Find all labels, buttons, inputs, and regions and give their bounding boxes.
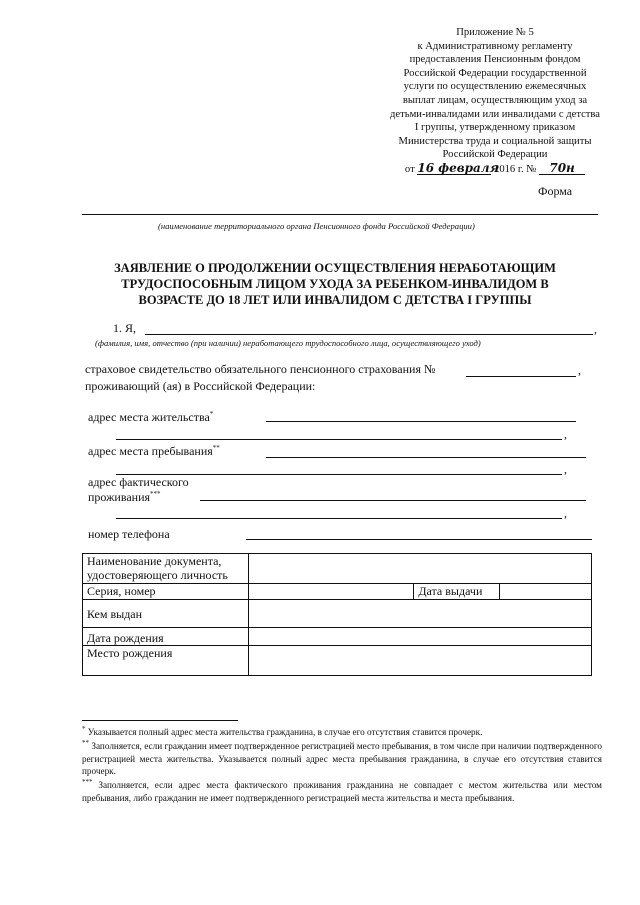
appendix-date-line: [360, 162, 630, 177]
footnote-text: Заполняется, если адрес места фактического проживания гражданина не совпадает с местом жительства или местом пребывания, либо гражданин не имеет подтвержденного регистрацией места жительства и места пребывания.: [82, 780, 602, 803]
applicant-name-field[interactable]: [145, 334, 593, 335]
title-line: ЗАЯВЛЕНИЕ О ПРОДОЛЖЕНИИ ОСУЩЕСТВЛЕНИЯ НЕРАБОТАЮЩИМ: [114, 261, 556, 275]
comma: ,: [564, 462, 567, 476]
footnote-1: [82, 726, 602, 739]
actual-label-line-2: [88, 490, 161, 505]
appendix-line: Приложение № 5: [456, 27, 534, 38]
series-value[interactable]: [248, 584, 414, 600]
actual-address-field[interactable]: [200, 500, 586, 501]
appendix-line: выплат лицам, осуществляющим уход за: [402, 94, 588, 106]
stay-label: [88, 444, 220, 459]
residence-label: [88, 410, 213, 425]
applicant-label: 1. Я,: [113, 321, 137, 335]
footnote-mark: **: [212, 444, 220, 452]
birth-date-value[interactable]: [248, 628, 591, 646]
footnote-mark: *: [209, 410, 214, 418]
footnote-separator: [82, 720, 238, 721]
actual-address-field-2[interactable]: [116, 518, 562, 519]
date-year: 2016 г. №: [494, 163, 537, 175]
table-row: [83, 646, 592, 676]
issued-by-value[interactable]: [248, 600, 591, 628]
appendix-line: к Административному регламенту: [417, 40, 573, 52]
stay-address-field[interactable]: [266, 457, 586, 458]
footnote-mark: **: [82, 738, 89, 747]
insurance-text: страховое свидетельство обязательного пенсионного страхования №: [85, 362, 436, 376]
doc-name-label: Наименование документа, удостоверяющего личность: [83, 554, 249, 584]
footnote-mark: ***: [82, 777, 93, 786]
footnote-text: Указывается полный адрес места жительства гражданина, в случае его отсутствия ставится прочерк.: [87, 727, 483, 737]
doc-name-value[interactable]: [248, 554, 591, 584]
phone-label: номер телефона: [88, 527, 170, 541]
footnote-mark: *: [82, 724, 86, 733]
footnote-2: [82, 740, 602, 778]
comma: ,: [594, 322, 597, 336]
date-prefix: от: [404, 163, 415, 175]
birth-place-label: Место рождения: [83, 646, 249, 676]
footnote-text: Заполняется, если гражданин имеет подтвержденное регистрацией место пребывания, в том числе при наличии подтвержденного регистрацией места жительства. Указывается полный адрес места пребывания гражданина, в случае его отсутствия ставится прочерк.: [82, 741, 602, 777]
issued-by-label: Кем выдан: [83, 600, 249, 628]
handwritten-date: 16 февраля: [417, 160, 500, 175]
residence-label-text: адрес места жительства: [88, 410, 210, 424]
issue-date-label: Дата выдачи: [414, 584, 500, 600]
table-row: [83, 584, 592, 600]
appendix-line: Российской Федерации: [442, 149, 548, 161]
appendix-line: Министерства труда и социальной защиты: [398, 135, 592, 147]
applicant-caption: (фамилия, имя, отчество (при наличии) неработающего трудоспособного лица, осуществляющего уход): [95, 338, 481, 348]
footnote-3: [82, 779, 602, 804]
table-row: [83, 554, 592, 584]
actual-label-text: проживания: [88, 490, 151, 504]
footnote-mark: ***: [150, 490, 161, 498]
org-name-line: [82, 214, 598, 215]
resident-text: проживающий (ая) в Российской Федерации:: [85, 379, 316, 393]
series-label: Серия, номер: [83, 584, 249, 600]
id-document-table: [82, 553, 592, 676]
appendix-line: детьми-инвалидами или инвалидами с детства: [390, 108, 600, 120]
appendix-line: Российской Федерации государственной: [403, 67, 587, 79]
birth-place-value[interactable]: [248, 646, 591, 676]
actual-label-line-1: адрес фактического: [88, 475, 189, 489]
comma: ,: [578, 363, 581, 377]
org-caption: (наименование территориального органа Пенсионного фонда Российской Федерации): [158, 221, 475, 231]
appendix-line: услуги по осуществлению ежемесячных: [403, 81, 587, 93]
comma: ,: [564, 506, 567, 520]
residence-address-field-2[interactable]: [116, 439, 562, 440]
comma: ,: [564, 427, 567, 441]
page-title: [70, 260, 600, 308]
residence-address-field[interactable]: [266, 421, 576, 422]
issue-date-value[interactable]: [500, 584, 592, 600]
appendix-header: [360, 26, 630, 177]
handwritten-order-number: 70н: [539, 162, 585, 175]
appendix-line: предоставления Пенсионным фондом: [409, 54, 581, 66]
form-label: Форма: [538, 184, 573, 198]
table-row: [83, 628, 592, 646]
title-line: ВОЗРАСТЕ ДО 18 ЛЕТ ИЛИ ИНВАЛИДОМ С ДЕТСТВА I ГРУППЫ: [138, 293, 532, 307]
phone-field[interactable]: [246, 539, 592, 540]
title-line: ТРУДОСПОСОБНЫМ ЛИЦОМ УХОДА ЗА РЕБЕНКОМ-ИНВАЛИДОМ В: [121, 277, 549, 291]
birth-date-label: Дата рождения: [83, 628, 249, 646]
table-row: [83, 600, 592, 628]
insurance-number-field[interactable]: [466, 376, 576, 377]
appendix-line: I группы, утвержденному приказом: [414, 122, 576, 134]
stay-label-text: адрес места пребывания: [88, 444, 213, 458]
